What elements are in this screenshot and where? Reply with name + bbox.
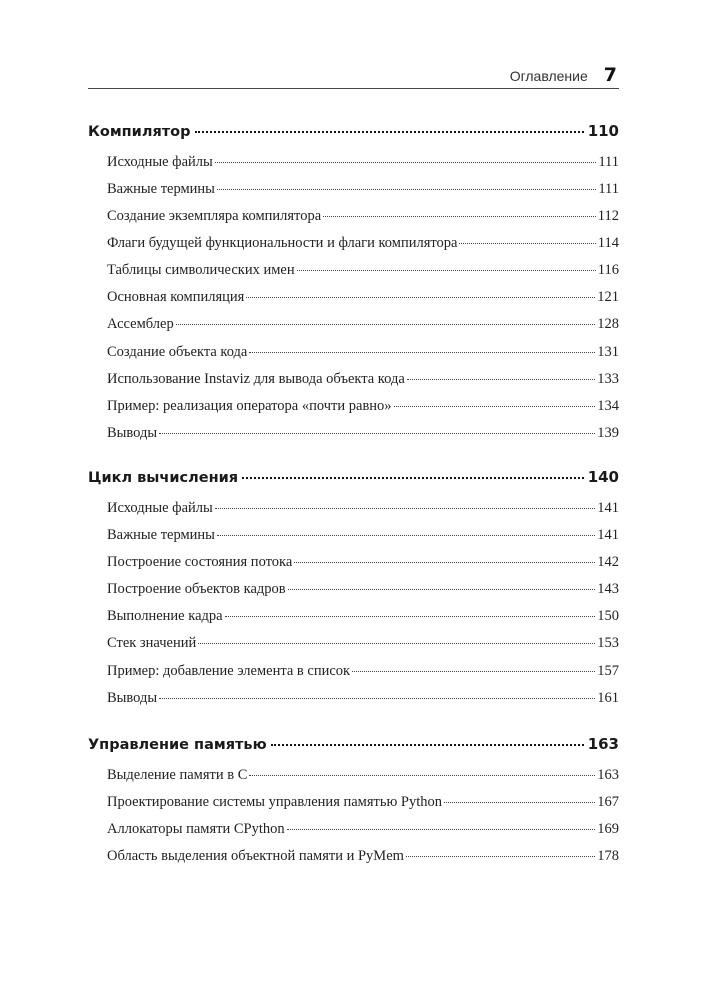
section-page: 150 bbox=[597, 608, 619, 625]
section-title: Флаги будущей функциональности и флаги компилятора bbox=[107, 235, 458, 252]
section-page: 131 bbox=[597, 344, 619, 361]
dot-leader bbox=[394, 393, 596, 407]
section-title: Важные термины bbox=[107, 527, 215, 544]
chapter-page: 110 bbox=[587, 122, 619, 141]
dot-leader bbox=[159, 685, 595, 699]
dot-leader bbox=[198, 630, 595, 644]
chapter-title: Цикл вычисления bbox=[88, 470, 239, 487]
toc-section[interactable] bbox=[107, 819, 619, 838]
toc-section[interactable] bbox=[107, 396, 619, 415]
toc-chapter[interactable] bbox=[88, 121, 619, 140]
toc-section[interactable] bbox=[107, 606, 619, 625]
toc-section[interactable] bbox=[107, 765, 619, 784]
dot-leader bbox=[176, 311, 596, 325]
dot-leader bbox=[195, 118, 584, 133]
dot-leader bbox=[217, 522, 595, 536]
header-page-number: 7 bbox=[603, 64, 617, 86]
section-title: Выводы bbox=[107, 425, 158, 442]
toc-section[interactable] bbox=[107, 661, 619, 680]
dot-leader bbox=[249, 762, 595, 776]
section-page: 142 bbox=[597, 554, 619, 571]
section-title: Важные термины bbox=[107, 181, 215, 198]
section-title: Исходные файлы bbox=[107, 500, 213, 517]
section-page: 163 bbox=[597, 767, 619, 784]
chapter-page: 163 bbox=[587, 735, 619, 754]
section-title: Аллокаторы памяти CPython bbox=[107, 821, 285, 838]
section-title: Пример: добавление элемента в список bbox=[107, 663, 351, 680]
section-title: Проектирование системы управления памятью Python bbox=[107, 794, 443, 811]
toc-chapter[interactable] bbox=[88, 734, 619, 753]
section-page: 111 bbox=[598, 154, 619, 171]
toc-section[interactable] bbox=[107, 287, 619, 306]
section-page: 134 bbox=[597, 398, 619, 415]
section-page: 153 bbox=[597, 635, 619, 652]
toc-section[interactable] bbox=[107, 792, 619, 811]
toc-section[interactable] bbox=[107, 423, 619, 442]
toc-section[interactable] bbox=[107, 260, 619, 279]
dot-leader bbox=[407, 366, 595, 380]
section-page: 141 bbox=[597, 527, 619, 544]
dot-leader bbox=[288, 576, 596, 590]
toc-section[interactable] bbox=[107, 342, 619, 361]
toc-chapter[interactable] bbox=[88, 467, 619, 486]
dot-leader bbox=[323, 203, 596, 217]
toc-section[interactable] bbox=[107, 152, 619, 171]
dot-leader bbox=[217, 176, 596, 190]
section-title: Создание объекта кода bbox=[107, 344, 248, 361]
chapter-title: Управление памятью bbox=[88, 737, 267, 754]
dot-leader bbox=[225, 603, 596, 617]
section-page: 143 bbox=[597, 581, 619, 598]
dot-leader bbox=[459, 230, 595, 244]
running-header bbox=[88, 62, 619, 89]
section-title: Выводы bbox=[107, 690, 158, 707]
section-title: Ассемблер bbox=[107, 316, 174, 333]
toc-section[interactable] bbox=[107, 633, 619, 652]
section-title: Таблицы символических имен bbox=[107, 262, 295, 279]
dot-leader bbox=[287, 816, 596, 830]
toc-section[interactable] bbox=[107, 552, 619, 571]
section-page: 157 bbox=[597, 663, 619, 680]
dot-leader bbox=[215, 495, 595, 509]
section-title: Использование Instaviz для вывода объекта кода bbox=[107, 371, 405, 388]
section-title: Выполнение кадра bbox=[107, 608, 223, 625]
dot-leader bbox=[215, 149, 597, 163]
section-page: 161 bbox=[597, 690, 619, 707]
toc-section[interactable] bbox=[107, 179, 619, 198]
section-title: Построение объектов кадров bbox=[107, 581, 286, 598]
chapter-page: 140 bbox=[587, 468, 619, 487]
section-page: 167 bbox=[597, 794, 619, 811]
section-title: Выделение памяти в C bbox=[107, 767, 248, 784]
toc-section[interactable] bbox=[107, 314, 619, 333]
toc-section[interactable] bbox=[107, 688, 619, 707]
toc-section[interactable] bbox=[107, 579, 619, 598]
toc-section[interactable] bbox=[107, 498, 619, 517]
dot-leader bbox=[406, 843, 595, 857]
section-page: 133 bbox=[597, 371, 619, 388]
section-page: 169 bbox=[597, 821, 619, 838]
toc-section[interactable] bbox=[107, 846, 619, 865]
dot-leader bbox=[246, 284, 595, 298]
section-page: 178 bbox=[597, 848, 619, 865]
section-title: Пример: реализация оператора «почти равно» bbox=[107, 398, 392, 415]
toc-section[interactable] bbox=[107, 525, 619, 544]
section-page: 121 bbox=[597, 289, 619, 306]
dot-leader bbox=[159, 420, 595, 434]
toc-section[interactable] bbox=[107, 369, 619, 388]
section-title: Стек значений bbox=[107, 635, 197, 652]
dot-leader bbox=[249, 339, 595, 353]
section-title: Создание экземпляра компилятора bbox=[107, 208, 322, 225]
toc-section[interactable] bbox=[107, 206, 619, 225]
dot-leader bbox=[294, 549, 595, 563]
section-title: Область выделения объектной памяти и PyMem bbox=[107, 848, 404, 865]
section-title: Исходные файлы bbox=[107, 154, 213, 171]
dot-leader bbox=[271, 731, 584, 746]
chapter-title: Компилятор bbox=[88, 124, 191, 141]
section-page: 112 bbox=[597, 208, 619, 225]
section-page: 116 bbox=[597, 262, 619, 279]
dot-leader bbox=[297, 257, 596, 271]
section-title: Основная компиляция bbox=[107, 289, 245, 306]
section-title: Построение состояния потока bbox=[107, 554, 293, 571]
dot-leader bbox=[352, 658, 595, 672]
section-page: 139 bbox=[597, 425, 619, 442]
section-page: 111 bbox=[598, 181, 619, 198]
section-page: 141 bbox=[597, 500, 619, 517]
toc-section[interactable] bbox=[107, 233, 619, 252]
dot-leader bbox=[242, 464, 584, 479]
section-page: 114 bbox=[597, 235, 619, 252]
dot-leader bbox=[444, 789, 595, 803]
header-title: Оглавление bbox=[509, 68, 588, 84]
section-page: 128 bbox=[597, 316, 619, 333]
